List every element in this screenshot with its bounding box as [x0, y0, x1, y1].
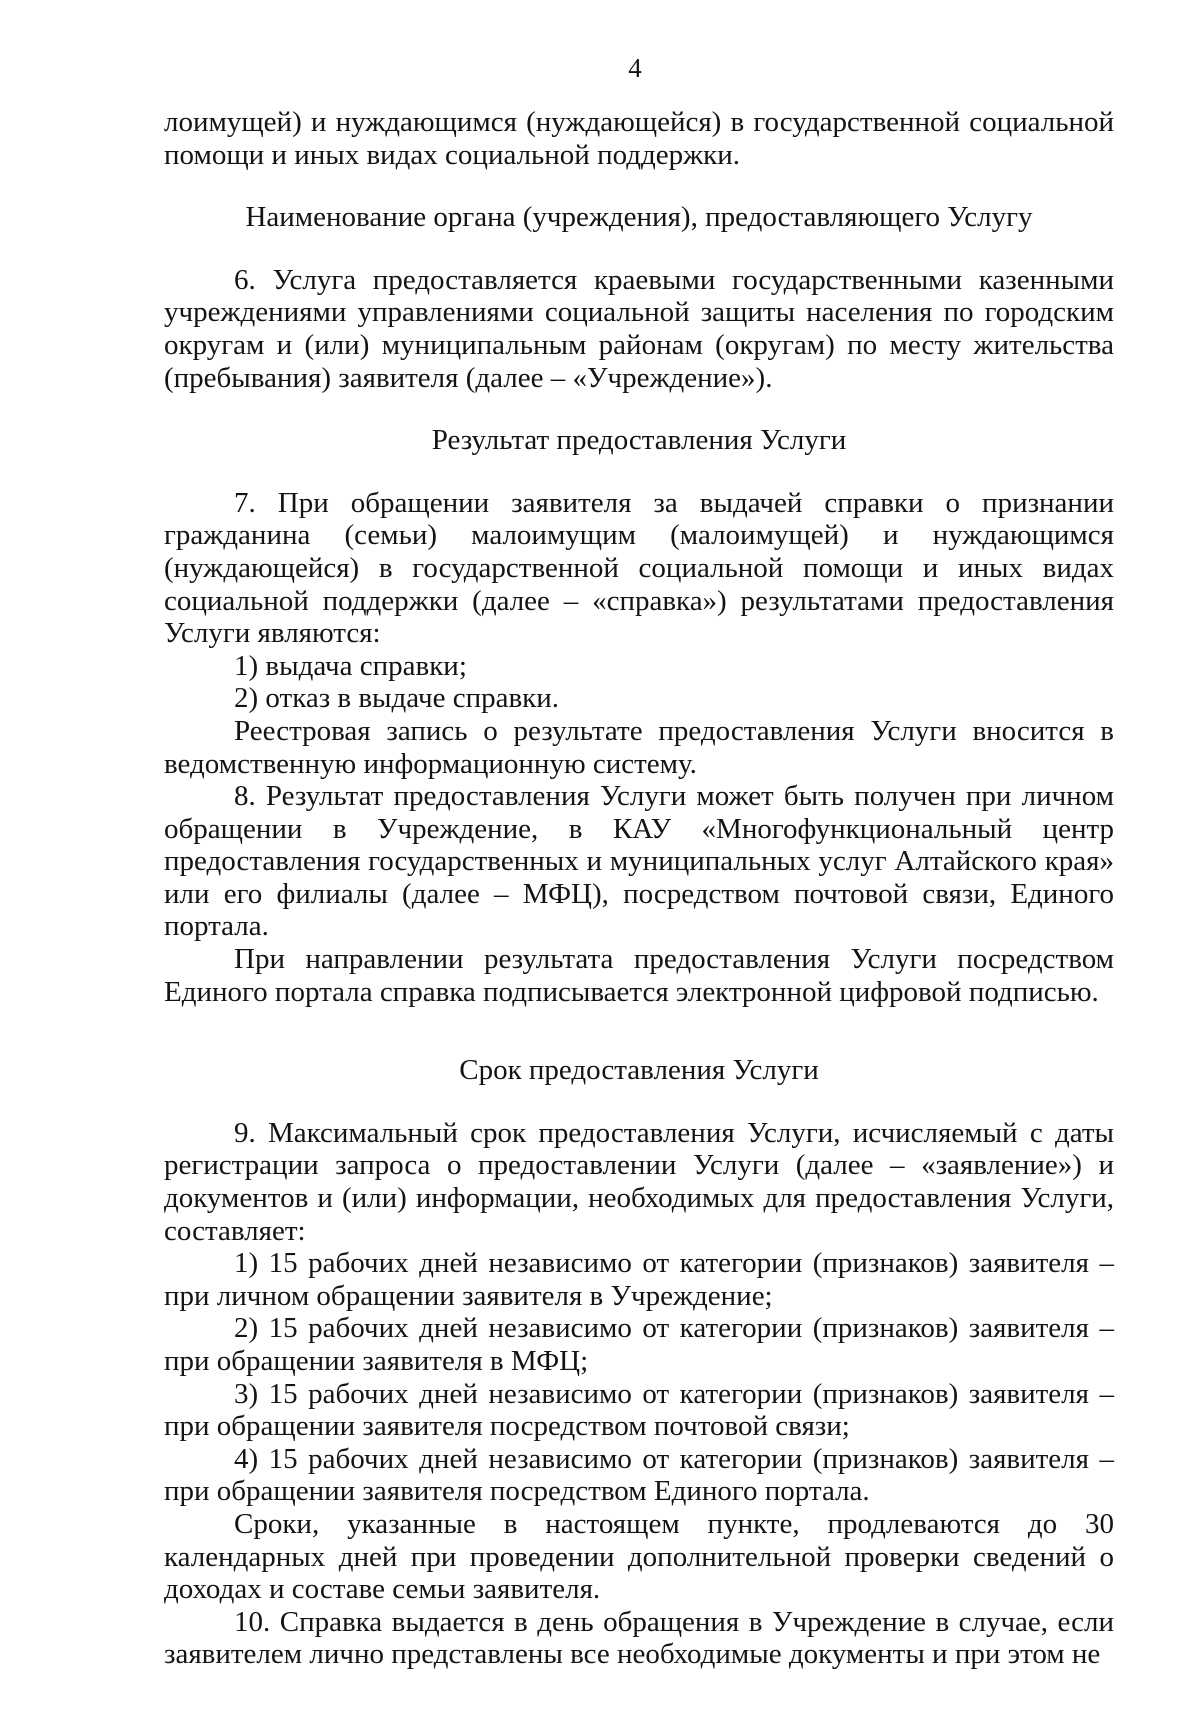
paragraph-9: 9. Максимальный срок предоставления Услуги, исчисляемый с даты регистрации запроса о предоставлении Услуги (далее – «заявление») и документов и (или) информации, необходимых для предоставления Услуги, составляет: [164, 1116, 1114, 1247]
paragraph-6: 6. Услуга предоставляется краевыми государственными казенными учреждениями управлениями социальной защиты населения по городским округам и (или) муниципальным районам (округам) по месту жительства (пребывания) заявителя (далее – «Учреждение»). [164, 263, 1114, 394]
paragraph-8-digital-signature: При направлении результата предоставления Услуги посредством Единого портала справка подписывается электронной цифровой подписью. [164, 943, 1114, 1008]
paragraph-continuation: лоимущей) и нуждающимся (нуждающейся) в государственной социальной помощи и иных видах социальной поддержки. [164, 106, 1114, 171]
paragraph-10: 10. Справка выдается в день обращения в Учреждение в случае, если заявителем лично представлены все необходимые документы и при этом не [164, 1605, 1114, 1671]
heading-service-result: Результат предоставления Услуги [431, 424, 847, 457]
heading-service-provider: Наименование органа (учреждения), предоставляющего Услугу [245, 201, 1033, 234]
paragraph-7: 7. При обращении заявителя за выдачей справки о признании гражданина (семьи) малоимущим (малоимущей) и нуждающимся (нуждающейся) в государственной социальной помощи и иных видах социальной поддержки (далее – «справка») результатами предоставления Услуги являются: [164, 486, 1114, 650]
list-item-9-3: 3) 15 рабочих дней независимо от категории (признаков) заявителя – при обращении заявителя посредством почтовой связи; [164, 1377, 1114, 1443]
page-number: 4 [628, 53, 642, 83]
list-item-9-2: 2) 15 рабочих дней независимо от категории (признаков) заявителя – при обращении заявителя в МФЦ; [164, 1312, 1114, 1377]
list-item-9-4: 4) 15 рабочих дней независимо от категории (признаков) заявителя – при обращении заявителя посредством Единого портала. [164, 1442, 1114, 1508]
list-item-9-1: 1) 15 рабочих дней независимо от категории (признаков) заявителя – при личном обращении заявителя в Учреждение; [164, 1247, 1114, 1312]
document-body [164, 106, 1114, 1671]
paragraph-registry-record: Реестровая запись о результате предоставления Услуги вносится в ведомственную информационную систему. [164, 714, 1114, 780]
heading-service-term: Срок предоставления Услуги [459, 1054, 819, 1087]
paragraph-8: 8. Результат предоставления Услуги может быть получен при личном обращении в Учреждение, в КАУ «Многофункциональный центр предоставления государственных и муниципальных услуг Алтайского края» или его филиалы (далее – МФЦ), посредством почтовой связи, Единого портала. [164, 780, 1114, 943]
list-item-7-1: 1) выдача справки; [234, 649, 467, 682]
paragraph-term-extension: Сроки, указанные в настоящем пункте, продлеваются до 30 календарных дней при проведении дополнительной проверки сведений о доходах и составе семьи заявителя. [164, 1507, 1114, 1606]
list-item-7-2: 2) отказ в выдаче справки. [234, 682, 560, 715]
